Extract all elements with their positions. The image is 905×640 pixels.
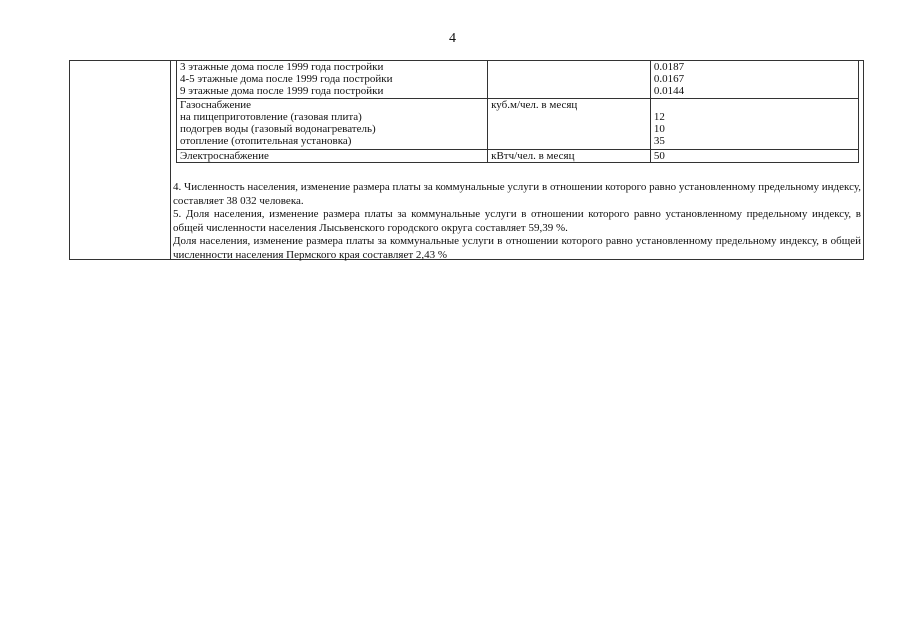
electric-label: Электроснабжение bbox=[180, 149, 269, 162]
housing-label: 3 этажные дома после 1999 года постройки bbox=[180, 61, 384, 73]
outer-column-divider bbox=[170, 61, 171, 259]
page-number: 4 bbox=[449, 31, 456, 46]
gas-item-label: отопление (отопительная установка) bbox=[180, 135, 352, 148]
gas-item-value: 12 bbox=[653, 111, 665, 124]
housing-value: 0.0144 bbox=[653, 85, 685, 97]
outer-table bbox=[69, 60, 864, 260]
gas-value-spacer bbox=[654, 99, 855, 111]
table-row-housing bbox=[177, 61, 859, 99]
housing-values-cell bbox=[650, 61, 858, 99]
electric-label-cell bbox=[177, 149, 488, 162]
gas-labels-cell bbox=[177, 99, 488, 149]
gas-unit-cell bbox=[488, 99, 651, 149]
note-item-5b: Доля населения, изменение размера платы за коммунальные услуги в отношении которого равно установленному предельному индексу, в общей численности населения Пермского края составляет 2,43 % bbox=[173, 235, 861, 261]
note-item-5: 5. Доля населения, изменение размера платы за коммунальные услуги в отношении которого равно установленному предельному индексу, в общей численности населения Лысьвенского городского округа составляет 59,39 %. bbox=[173, 208, 861, 234]
gas-values-cell bbox=[650, 99, 858, 149]
gas-item-label: подогрев воды (газовый водонагреватель) bbox=[180, 123, 376, 136]
housing-labels-cell bbox=[177, 61, 488, 99]
notes-block bbox=[173, 181, 861, 262]
gas-item-value: 10 bbox=[653, 123, 665, 136]
housing-value: 0.0187 bbox=[653, 61, 685, 73]
housing-label: 9 этажные дома после 1999 года постройки bbox=[180, 85, 384, 97]
housing-label: 4-5 этажные дома после 1999 года постройки bbox=[180, 73, 393, 85]
table-row-electric bbox=[177, 149, 859, 162]
gas-item-value: 35 bbox=[653, 135, 665, 148]
gas-title: Газоснабжение bbox=[180, 99, 251, 112]
note-item-4: 4. Численность населения, изменение размера платы за коммунальные услуги в отношении которого равно установленному предельному индексу, составляет 38 032 человека. bbox=[173, 181, 861, 207]
electric-value: 50 bbox=[653, 149, 665, 162]
housing-unit-cell bbox=[488, 61, 651, 99]
electric-unit: кВтч/чел. в месяц bbox=[491, 149, 575, 162]
gas-item-label: на пищеприготовление (газовая плита) bbox=[180, 111, 362, 124]
electric-value-cell bbox=[650, 149, 858, 162]
electric-unit-cell bbox=[488, 149, 651, 162]
gas-unit: куб.м/чел. в месяц bbox=[491, 99, 578, 112]
housing-value: 0.0167 bbox=[653, 73, 685, 85]
tariff-table bbox=[176, 61, 859, 163]
table-row-gas bbox=[177, 99, 859, 149]
